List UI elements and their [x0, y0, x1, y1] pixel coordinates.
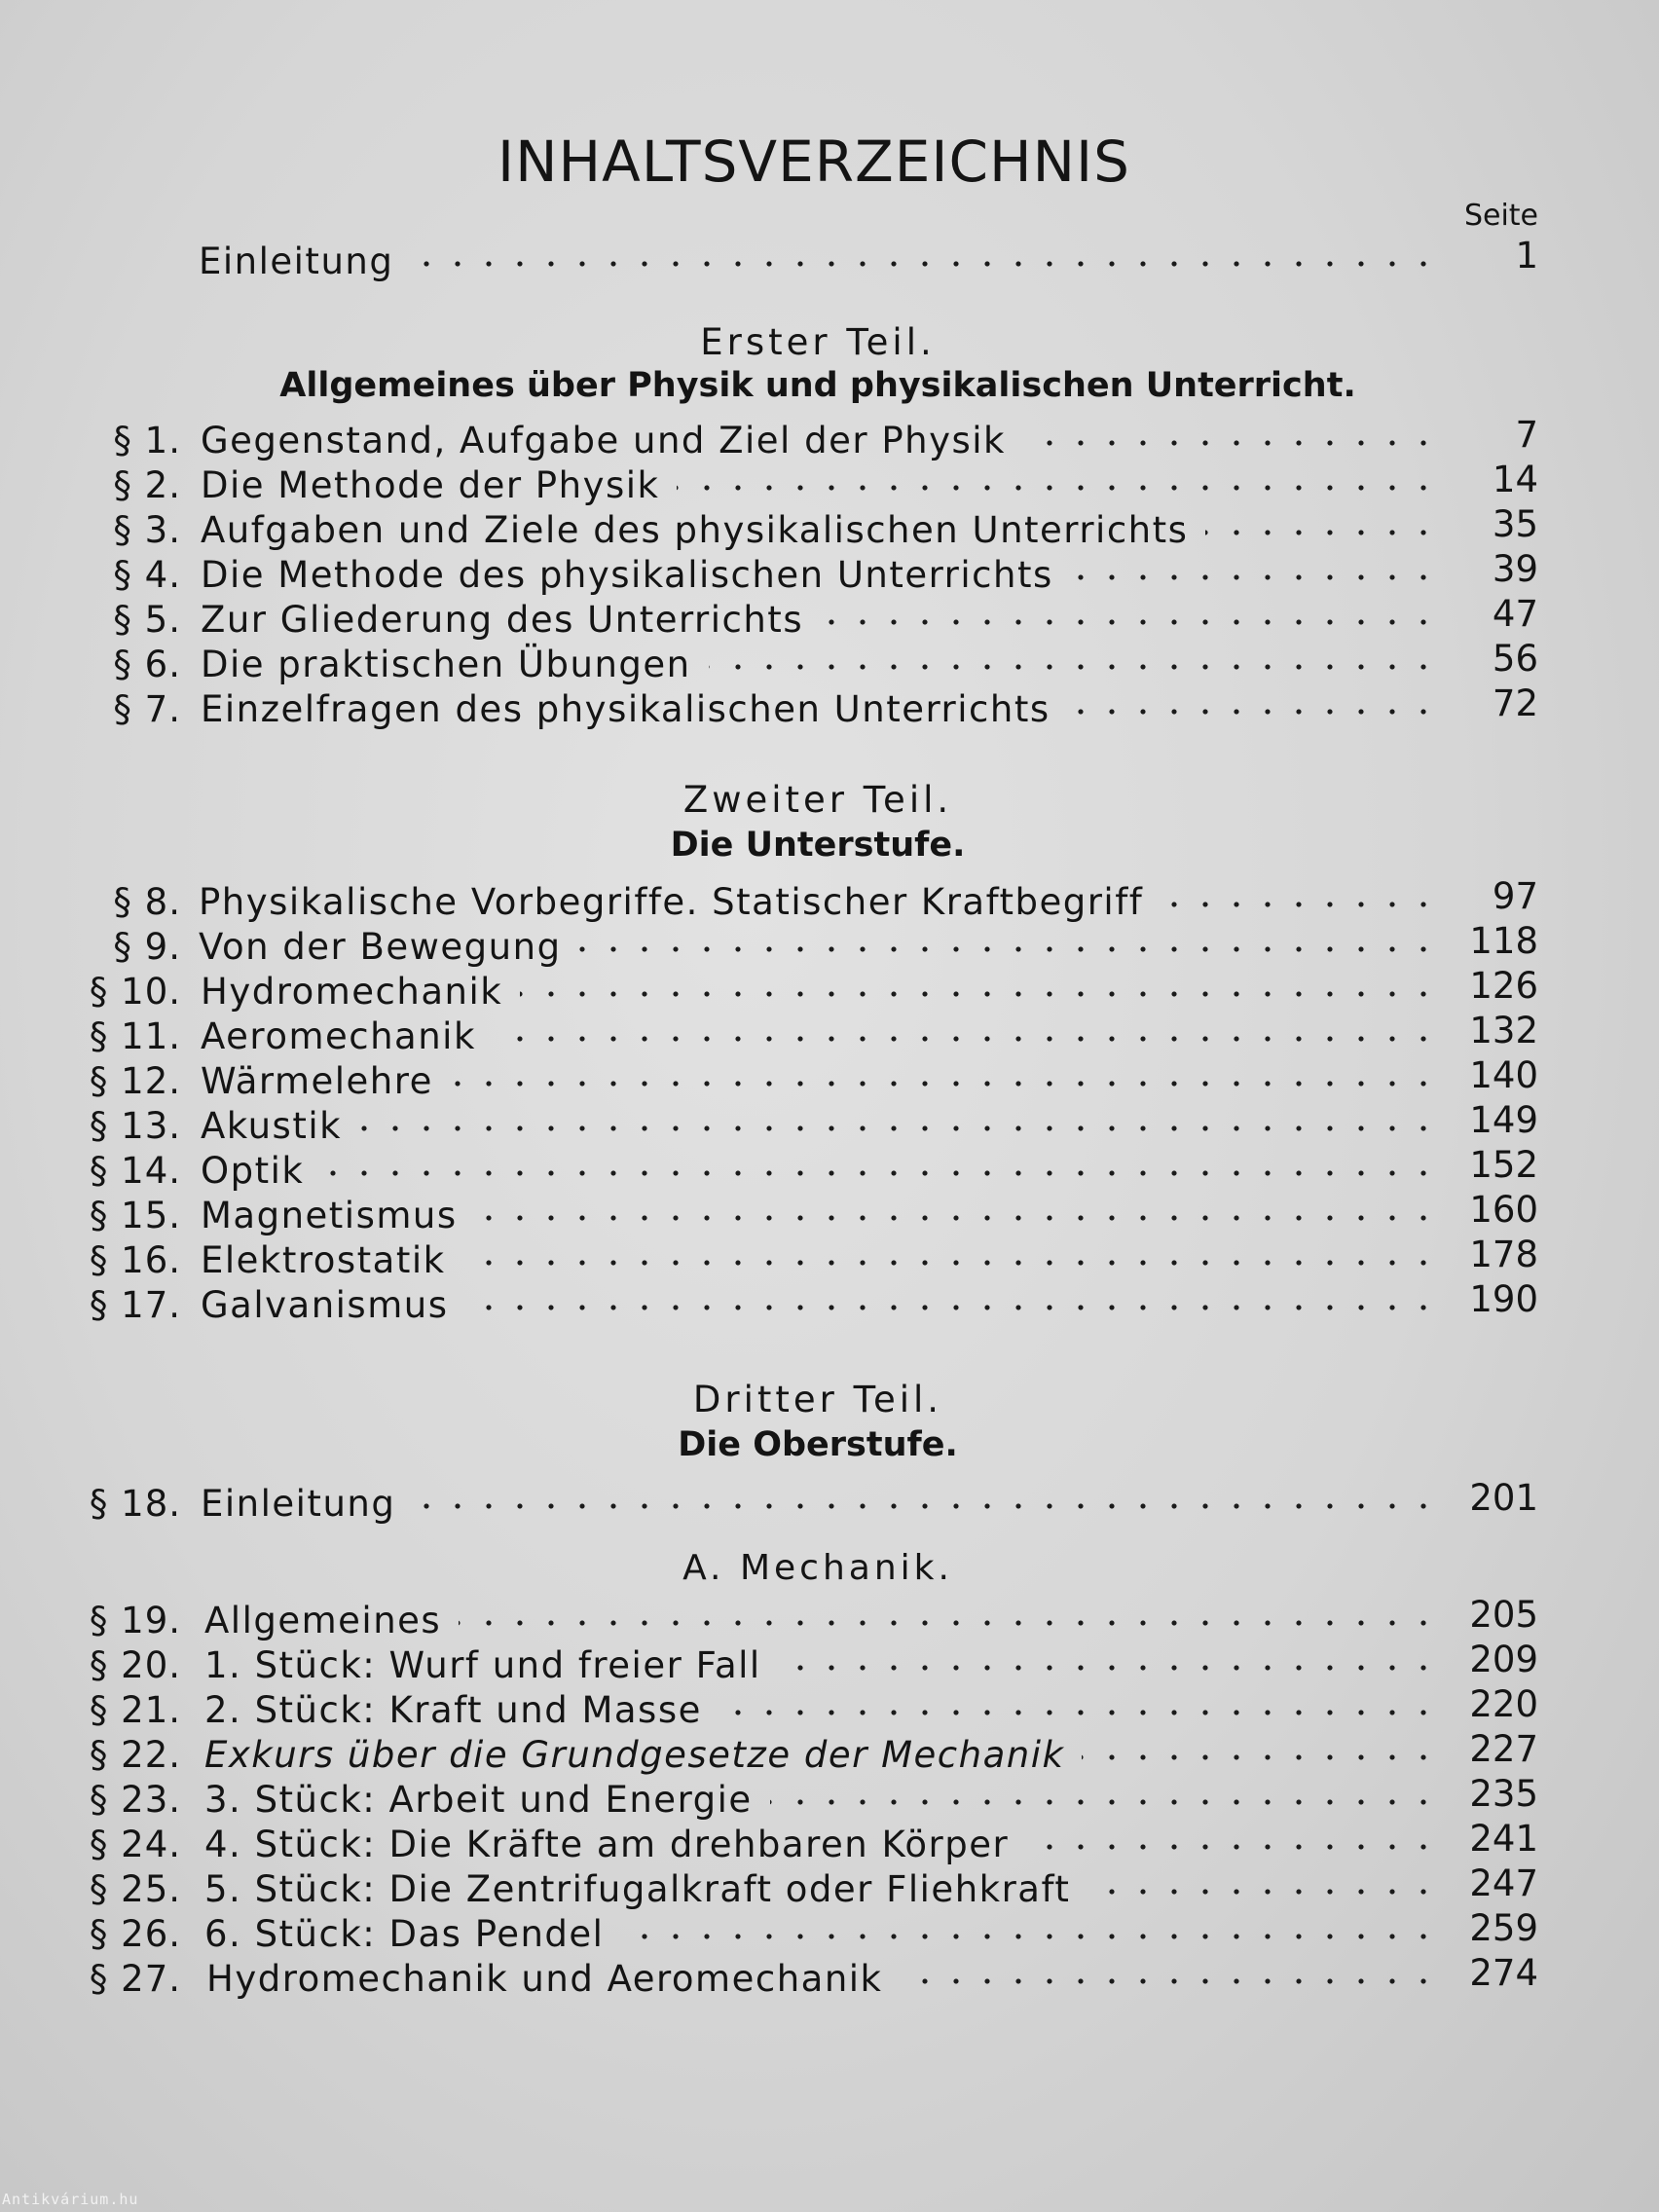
toc-entry-label: Die Methode des physikalischen Unterrichts [201, 554, 1053, 596]
part-heading: Dritter Teil. [692, 1379, 943, 1420]
leader-dots [579, 944, 1439, 954]
toc-entry-page: 118 [1469, 920, 1538, 962]
toc-entry [0, 1054, 1659, 1104]
leader-dots [1082, 1752, 1439, 1762]
toc-entry-page: 140 [1469, 1054, 1538, 1096]
toc-entry-page: 47 [1492, 593, 1538, 635]
toc-entry-page: 160 [1469, 1189, 1538, 1231]
page-title: INHALTSVERZEICHNIS [498, 129, 1130, 195]
part-subheading: Die Oberstufe. [678, 1425, 958, 1464]
leader-dots [413, 1501, 1439, 1511]
toc-entry [0, 1144, 1659, 1194]
toc-entry [0, 1594, 1659, 1643]
section-number: § 10. [89, 971, 181, 1013]
leader-dots [359, 1124, 1439, 1133]
section-number: § 23. [89, 1779, 181, 1821]
toc-entry [0, 920, 1659, 970]
section-number: § 9. [113, 926, 181, 968]
section-number: § 12. [89, 1060, 181, 1102]
leader-dots [1088, 1887, 1439, 1897]
leader-dots [677, 483, 1439, 493]
toc-entry-page: 274 [1469, 1952, 1538, 1994]
leader-dots [321, 1168, 1439, 1178]
toc-entry [0, 1010, 1659, 1059]
toc-entry-label: Elektrostatik [201, 1239, 446, 1281]
toc-entry [0, 1683, 1659, 1733]
part-heading: Zweiter Teil. [682, 779, 953, 821]
toc-entry [0, 875, 1659, 925]
toc-entry-label: Einleitung [201, 1483, 396, 1525]
section-number: § 17. [89, 1284, 181, 1326]
leader-dots [1068, 707, 1439, 717]
toc-entry-label: Die Methode der Physik [201, 464, 660, 506]
leader-dots [475, 1213, 1439, 1223]
toc-entry-label: Exkurs über die Grundgesetze der Mechanik [204, 1734, 1065, 1776]
leader-dots [465, 1303, 1439, 1312]
leader-dots [1161, 900, 1439, 909]
toc-entry-page: 190 [1469, 1278, 1538, 1320]
section-number: § 2. [113, 464, 181, 506]
toc-entry-label: 3. Stück: Arbeit und Energie [204, 1779, 753, 1821]
leader-dots [1023, 438, 1439, 448]
section-number: § 26. [89, 1913, 181, 1955]
section-number: § 1. [113, 420, 181, 461]
section-number: § 27. [89, 1958, 181, 2000]
toc-entry-page: 72 [1492, 682, 1538, 724]
leader-dots [494, 1034, 1439, 1044]
leader-dots [779, 1663, 1439, 1673]
toc-entry-label: 4. Stück: Die Kräfte am drehbaren Körper [204, 1824, 1010, 1865]
section-number: § 16. [89, 1239, 181, 1281]
toc-entry [0, 1639, 1659, 1688]
toc-entry-label: Physikalische Vorbegriffe. Statischer Kraftbegriff [199, 881, 1144, 923]
section-number: § 20. [89, 1644, 181, 1686]
toc-entry-label: Optik [201, 1150, 305, 1192]
leader-dots [621, 1932, 1439, 1941]
watermark-text: Antikvárium.hu [2, 2191, 139, 2208]
leader-dots [900, 1976, 1439, 1986]
toc-entry-label: Aeromechanik [201, 1015, 476, 1057]
toc-entry [0, 1952, 1659, 2002]
toc-entry-label: Einzelfragen des physikalischen Unterrichts [201, 688, 1051, 730]
leader-dots [459, 1618, 1439, 1628]
toc-entry [0, 1099, 1659, 1149]
toc-entry-label: Hydromechanik und Aeromechanik [206, 1958, 883, 2000]
section-number: § 11. [89, 1015, 181, 1057]
toc-entry-label: 2. Stück: Kraft und Masse [204, 1689, 702, 1731]
leader-dots [520, 989, 1439, 999]
section-number: § 19. [89, 1600, 181, 1641]
leader-dots [719, 1708, 1439, 1717]
page-column-label: Seite [1463, 199, 1538, 233]
toc-entry-page: 259 [1469, 1907, 1538, 1949]
toc-entry-page: 201 [1469, 1477, 1538, 1519]
toc-entry-label: 1. Stück: Wurf und freier Fall [204, 1644, 761, 1686]
section-number: § 5. [113, 599, 181, 641]
section-number: § 8. [113, 881, 181, 923]
toc-entry-label: Akustik [201, 1105, 343, 1147]
leader-dots [821, 617, 1439, 627]
toc-entry [0, 1818, 1659, 1867]
toc-entry-label: Magnetismus [201, 1195, 458, 1236]
toc-entry-label: Aufgaben und Ziele des physikalischen Unterrichts [201, 509, 1189, 551]
toc-entry-label: Die praktischen Übungen [201, 644, 691, 685]
toc-entry-page: 1 [1515, 235, 1538, 276]
section-number: § 21. [89, 1689, 181, 1731]
toc-entry-page: 39 [1492, 548, 1538, 590]
toc-entry-page: 235 [1469, 1773, 1538, 1815]
section-number: § 15. [89, 1195, 181, 1236]
toc-entry-label: 6. Stück: Das Pendel [204, 1913, 605, 1955]
section-number: § 25. [89, 1868, 181, 1910]
section-number: § 18. [89, 1483, 181, 1525]
toc-entry-page: 14 [1492, 459, 1538, 500]
leader-dots [1205, 528, 1439, 537]
leader-dots [709, 662, 1439, 672]
toc-entry-page: 132 [1469, 1010, 1538, 1051]
toc-entry [0, 1773, 1659, 1823]
section-number: § 3. [113, 509, 181, 551]
leader-dots [451, 1079, 1439, 1088]
part-subheading: Allgemeines über Physik und physikalischen Unterricht. [279, 366, 1356, 405]
leader-dots [1026, 1842, 1439, 1852]
section-number: § 22. [89, 1734, 181, 1776]
toc-entry-page: 241 [1469, 1818, 1538, 1860]
toc-entry-page: 126 [1469, 965, 1538, 1007]
toc-entry-label: Wärmelehre [201, 1060, 433, 1102]
leader-dots [770, 1797, 1439, 1807]
toc-entry [0, 965, 1659, 1014]
toc-entry [0, 1862, 1659, 1912]
toc-entry-page: 149 [1469, 1099, 1538, 1141]
leader-dots [411, 259, 1439, 269]
toc-entry-label: Hydromechanik [201, 971, 503, 1013]
toc-entry [0, 638, 1659, 687]
section-number: § 24. [89, 1824, 181, 1865]
toc-entry-page: 97 [1492, 875, 1538, 917]
toc-entry [0, 414, 1659, 463]
toc-entry [0, 548, 1659, 598]
toc-entry-label: Von der Bewegung [199, 926, 562, 968]
toc-entry-page: 178 [1469, 1234, 1538, 1275]
toc-entry [0, 1234, 1659, 1283]
toc-entry-label: Allgemeines [204, 1600, 442, 1641]
section-heading: A. Mechanik. [682, 1548, 953, 1588]
toc-entry-label: Galvanismus [201, 1284, 449, 1326]
toc-entry-page: 7 [1515, 414, 1538, 456]
toc-entry [0, 1477, 1659, 1527]
toc-entry-label: Gegenstand, Aufgabe und Ziel der Physik [201, 420, 1006, 461]
section-number: § 4. [113, 554, 181, 596]
toc-entry-page: 227 [1469, 1728, 1538, 1770]
leader-dots [1071, 572, 1439, 582]
toc-entry [0, 593, 1659, 643]
toc-entry [0, 682, 1659, 732]
toc-entry-label: Zur Gliederung des Unterrichts [201, 599, 804, 641]
toc-entry-page: 247 [1469, 1862, 1538, 1904]
section-number: § 14. [89, 1150, 181, 1192]
toc-entry-label: 5. Stück: Die Zentrifugalkraft oder Fliehkraft [204, 1868, 1071, 1910]
part-subheading: Die Unterstufe. [670, 826, 966, 865]
toc-entry-page: 152 [1469, 1144, 1538, 1186]
toc-entry [0, 1907, 1659, 1957]
leader-dots [463, 1258, 1439, 1268]
toc-entry [0, 1189, 1659, 1238]
toc-entry-page: 56 [1492, 638, 1538, 680]
section-number: § 6. [113, 644, 181, 685]
toc-entry [0, 459, 1659, 508]
toc-entry-page: 209 [1469, 1639, 1538, 1680]
toc-entry-page: 35 [1492, 503, 1538, 545]
toc-entry [0, 1728, 1659, 1778]
section-number: § 13. [89, 1105, 181, 1147]
toc-entry-label: Einleitung [199, 240, 394, 282]
toc-entry [0, 1278, 1659, 1328]
part-heading: Erster Teil. [700, 321, 936, 363]
toc-entry [0, 503, 1659, 553]
toc-entry-page: 205 [1469, 1594, 1538, 1636]
section-number: § 7. [113, 688, 181, 730]
toc-entry-intro [0, 235, 1659, 284]
toc-entry-page: 220 [1469, 1683, 1538, 1725]
